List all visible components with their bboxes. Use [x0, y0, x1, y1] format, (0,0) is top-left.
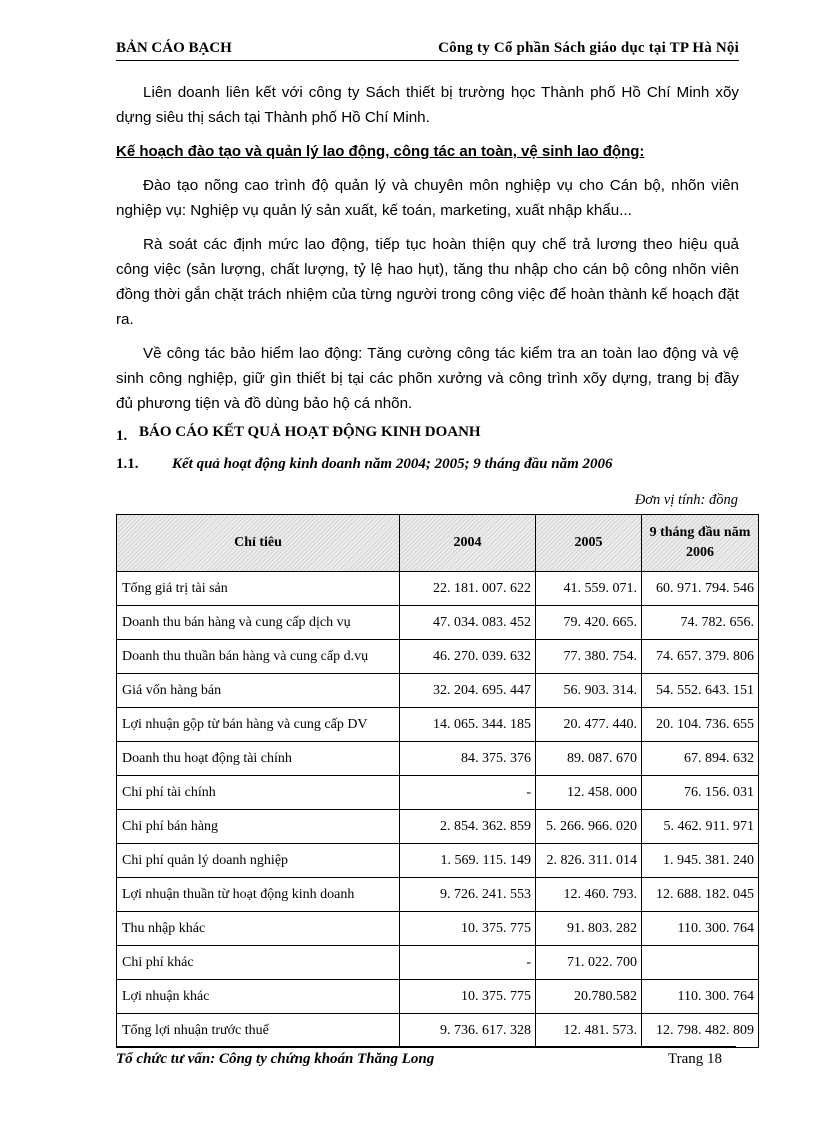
row-value: 60. 971. 794. 546	[642, 572, 759, 606]
row-label: Doanh thu hoạt động tài chính	[117, 742, 400, 776]
row-value: 20. 104. 736. 655	[642, 708, 759, 742]
row-label: Lợi nhuận khác	[117, 980, 400, 1014]
row-value: 84. 375. 376	[400, 742, 536, 776]
table-row	[117, 674, 759, 708]
table-row	[117, 912, 759, 946]
row-label: Chi phí khác	[117, 946, 400, 980]
row-value: -	[400, 946, 536, 980]
row-value: 20.780.582	[536, 980, 642, 1014]
table-row	[117, 606, 759, 640]
row-value: 32. 204. 695. 447	[400, 674, 536, 708]
row-value: 89. 087. 670	[536, 742, 642, 776]
header-9m-2006: 9 tháng đầu năm 2006	[642, 515, 759, 572]
row-value: 54. 552. 643. 151	[642, 674, 759, 708]
row-value: 79. 420. 665.	[536, 606, 642, 640]
row-value: 20. 477. 440.	[536, 708, 642, 742]
financial-results-table	[116, 514, 759, 1048]
paragraph-labor-review: Rà soát các định mức lao động, tiếp tục hoàn thiện quy chế trả lương theo hiệu quả công việc (sản lượng, chất lượng, tỷ lệ hao hụt), tăng thu nhập cho cán bộ công nhõn viên đồng thời gắn chặt trách nhiệm của từng người trong công việc để hoàn thành kế hoạch đặt ra.	[116, 236, 739, 328]
header-2005: 2005	[536, 515, 642, 572]
paragraph-joint-venture: Liên doanh liên kết với công ty Sách thiết bị trường học Thành phố Hồ Chí Minh xõy dựng siêu thị sách tại Thành phố Hồ Chí Minh.	[116, 84, 739, 126]
row-value: 91. 803. 282	[536, 912, 642, 946]
row-label: Doanh thu thuần bán hàng và cung cấp d.vụ	[117, 640, 400, 674]
section-number: 1.	[116, 428, 128, 444]
body-text	[116, 80, 739, 425]
table-row	[117, 878, 759, 912]
company-name: Công ty Cổ phần Sách giáo dục tại TP Hà Nội	[438, 40, 739, 56]
table-row	[117, 776, 759, 810]
row-value: 1. 569. 115. 149	[400, 844, 536, 878]
row-value: 56. 903. 314.	[536, 674, 642, 708]
row-label: Giá vốn hàng bán	[117, 674, 400, 708]
row-value: 74. 657. 379. 806	[642, 640, 759, 674]
row-value: 71. 022. 700	[536, 946, 642, 980]
row-label: Chi phí bán hàng	[117, 810, 400, 844]
row-value: 76. 156. 031	[642, 776, 759, 810]
row-label: Tổng giá trị tài sản	[117, 572, 400, 606]
table-header-row	[117, 515, 759, 572]
row-value: 5. 266. 966. 020	[536, 810, 642, 844]
advisor-name: Tổ chức tư vấn: Công ty chứng khoán Thăng Long	[116, 1051, 435, 1067]
subsection-title: Kết quả hoạt động kinh doanh năm 2004; 2005; 9 tháng đầu năm 2006	[172, 456, 613, 472]
row-value: 12. 460. 793.	[536, 878, 642, 912]
row-value	[642, 946, 759, 980]
row-value: 22. 181. 007. 622	[400, 572, 536, 606]
row-value: 46. 270. 039. 632	[400, 640, 536, 674]
row-value: 67. 894. 632	[642, 742, 759, 776]
row-label: Doanh thu bán hàng và cung cấp dịch vụ	[117, 606, 400, 640]
row-value: 110. 300. 764	[642, 912, 759, 946]
section-title: BÁO CÁO KẾT QUẢ HOẠT ĐỘNG KINH DOANH	[139, 424, 481, 440]
row-value: 9. 726. 241. 553	[400, 878, 536, 912]
row-value: 41. 559. 071.	[536, 572, 642, 606]
section-heading-1-1	[116, 456, 613, 473]
row-value: 47. 034. 083. 452	[400, 606, 536, 640]
row-value: 74. 782. 656.	[642, 606, 759, 640]
table-row	[117, 572, 759, 606]
paragraph-labor-safety: Về công tác bảo hiểm lao động: Tăng cường công tác kiểm tra an toàn lao động và vệ sinh công nghiệp, giữ gìn thiết bị tại các phõn xưởng và công trình xõy dựng, trang bị đầy đủ phương tiện và đồ dùng bảo hộ cá nhõn.	[116, 345, 739, 412]
row-value: 10. 375. 775	[400, 980, 536, 1014]
row-value: 12. 458. 000	[536, 776, 642, 810]
document-title: BẢN CÁO BẠCH	[116, 40, 232, 56]
table-row	[117, 980, 759, 1014]
page-number: Trang 18	[667, 1051, 722, 1067]
page-header	[116, 36, 739, 61]
header-2004: 2004	[400, 515, 536, 572]
paragraph-training: Đào tạo nõng cao trình độ quản lý và chuyên môn nghiệp vụ cho Cán bộ, nhõn viên nghiệp vụ: Nghiệp vụ quản lý sản xuất, kế toán, marketing, xuất nhập khẩu...	[116, 177, 739, 219]
table-row	[117, 1014, 759, 1048]
row-value: 10. 375. 775	[400, 912, 536, 946]
unit-note: Đơn vị tính: đồng	[634, 492, 738, 508]
row-label: Thu nhập khác	[117, 912, 400, 946]
table-row	[117, 844, 759, 878]
row-value: 5. 462. 911. 971	[642, 810, 759, 844]
row-label: Tổng lợi nhuận trước thuế	[117, 1014, 400, 1048]
row-value: 9. 736. 617. 328	[400, 1014, 536, 1048]
row-value: 1. 945. 381. 240	[642, 844, 759, 878]
table-row	[117, 742, 759, 776]
row-label: Chi phí tài chính	[117, 776, 400, 810]
table-row	[117, 708, 759, 742]
table-row	[117, 810, 759, 844]
header-indicator: Chỉ tiêu	[117, 515, 400, 572]
row-value: 12. 481. 573.	[536, 1014, 642, 1048]
table-row	[117, 946, 759, 980]
subsection-number: 1.1.	[116, 456, 139, 472]
row-value: 14. 065. 344. 185	[400, 708, 536, 742]
training-plan-heading: Kế hoạch đào tạo và quản lý lao động, công tác an toàn, vệ sinh lao động:	[116, 143, 645, 160]
row-label: Chi phí quản lý doanh nghiệp	[117, 844, 400, 878]
table-row	[117, 640, 759, 674]
page-footer	[116, 1046, 736, 1075]
row-value: 77. 380. 754.	[536, 640, 642, 674]
row-label: Lợi nhuận thuần từ hoạt động kinh doanh	[117, 878, 400, 912]
row-value: 2. 826. 311. 014	[536, 844, 642, 878]
row-value: 110. 300. 764	[642, 980, 759, 1014]
section-heading-1	[116, 424, 481, 445]
table-body	[117, 572, 759, 1048]
row-label: Lợi nhuận gộp từ bán hàng và cung cấp DV	[117, 708, 400, 742]
row-value: 12. 798. 482. 809	[642, 1014, 759, 1048]
row-value: -	[400, 776, 536, 810]
row-value: 12. 688. 182. 045	[642, 878, 759, 912]
row-value: 2. 854. 362. 859	[400, 810, 536, 844]
